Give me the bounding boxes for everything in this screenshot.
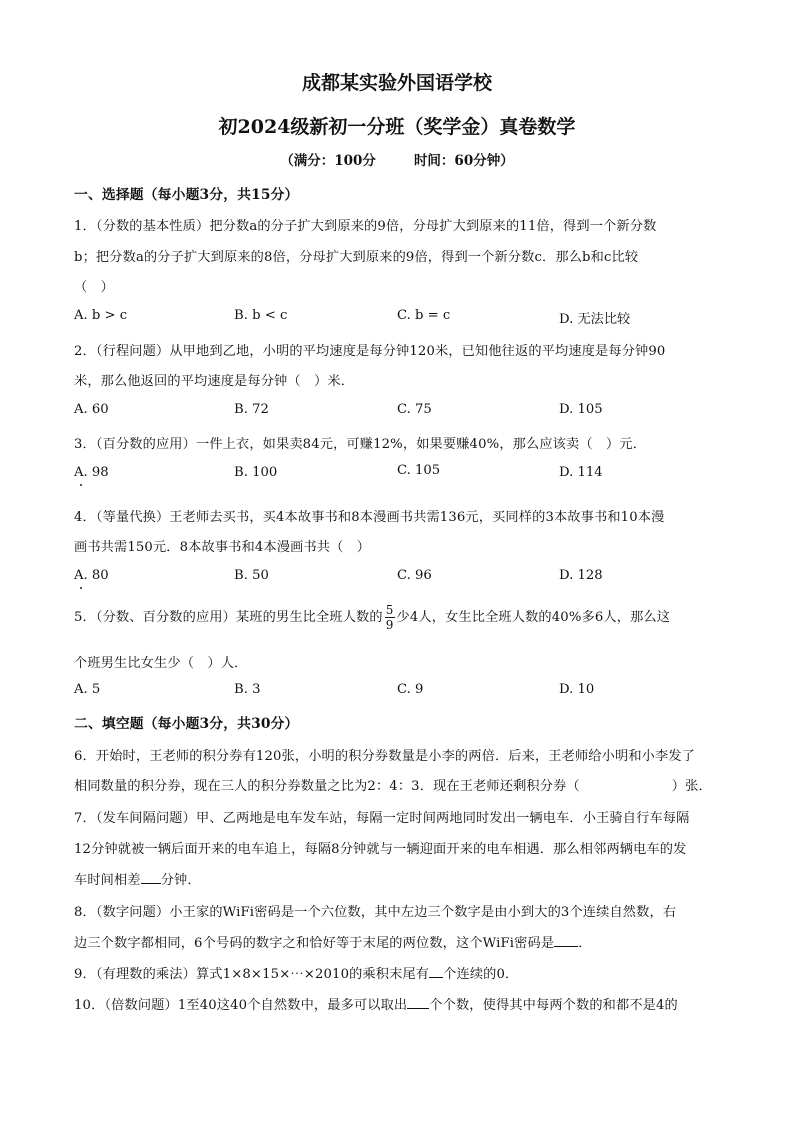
q2-option-c: C. 75	[397, 402, 432, 417]
q4-option-b: B. 50	[234, 568, 269, 583]
fraction-denominator: 9	[385, 618, 394, 632]
q1-line1: 1．（分数的基本性质）把分数a的分子扩大到原来的9倍，分母扩大到原来的11倍，得到一个新分数	[74, 219, 657, 234]
q7-line1: 7．（发车间隔问题）甲、乙两地是电车发车站，每隔一定时间两地同时发出一辆电车．小王骑自行车每隔	[74, 811, 690, 826]
q3-option-b: B. 100	[234, 465, 278, 480]
q3-line1: 3．（百分数的应用）一件上衣，如果卖84元，可赚12%，如果要赚40%，那么应该卖（ ）元．	[74, 437, 647, 452]
q5-text-part2: 少4人，女生比全班人数的40%多6人，那么这	[396, 610, 671, 625]
q9-text-end: 个连续的0．	[443, 967, 519, 982]
q2-line1: 2．（行程问题）从甲地到乙地，小明的平均速度是每分钟120米，已知他往返的平均速度是每分钟90	[74, 344, 666, 359]
fraction-numerator: 5	[385, 603, 394, 617]
q8-line2-end: ．	[578, 936, 592, 951]
q7-line3-text: 车时间相差	[74, 873, 141, 888]
q5-option-c: C. 9	[397, 682, 424, 697]
q3-option-c: C. 105	[397, 463, 441, 478]
q5-text-part1: 5．（分数、百分数的应用）某班的男生比全班人数的	[74, 610, 383, 625]
q3-option-d: D. 114	[559, 465, 603, 480]
q9-text: 9．（有理数的乘法）算式1×8×15×⋯×2010的乘积末尾有	[74, 967, 430, 982]
q2-option-b: B. 72	[234, 402, 269, 417]
q6-line1: 6．开始时，王老师的积分券有120张，小明的积分券数量是小李的两倍．后来，王老师给小明和小李发了	[74, 749, 696, 764]
q5-option-d: D. 10	[559, 682, 595, 697]
q1-option-c: C. b = c	[397, 308, 451, 323]
q1-option-d: D. 无法比较	[559, 312, 631, 327]
q10-text-end: 个个数，使得其中每两个数的和都不是4的	[429, 998, 678, 1013]
exam-info	[0, 149, 794, 169]
q10-text: 10．（倍数问题）1至40这40个自然数中，最多可以取出	[74, 998, 408, 1013]
q4-option-c: C. 96	[397, 568, 432, 583]
q1-line3: （ ）	[74, 280, 115, 295]
q8-line1: 8．（数字问题）小王家的WiFi密码是一个六位数，其中左边三个数字是由小到大的3个连续自然数，右	[74, 905, 677, 920]
exam-title: 初2024级新初一分班（奖学金）真卷数学	[218, 116, 576, 138]
q2-option-a: A. 60	[74, 402, 109, 417]
q5-line1	[74, 604, 670, 631]
q8-line2	[74, 932, 592, 951]
q1-line2: b；把分数a的分子扩大到原来的8倍，分母扩大到原来的9倍，得到一个新分数c．那么b和c比较	[74, 250, 639, 265]
q10-line1	[74, 994, 678, 1013]
time-info: 时间：60分钟）	[413, 153, 514, 169]
q7-line3	[74, 869, 201, 888]
q2-line2: 米，那么他返回的平均速度是每分钟（ ）米．	[74, 374, 355, 389]
q5-option-b: B. 3	[234, 682, 261, 697]
q9-answer-blank	[429, 965, 443, 978]
score-info: （满分：100分	[280, 153, 376, 169]
q10-answer-blank	[407, 996, 429, 1009]
q4-option-a: A. 80	[74, 568, 109, 583]
q3-option-a: A. 98	[74, 465, 109, 480]
q7-line3-end: 分钟．	[160, 873, 201, 888]
q4-option-d: D. 128	[559, 568, 603, 583]
q7-answer-blank	[141, 871, 161, 884]
q6-line2-text: 相同数量的积分券，现在三人的积分券数量之比为2：4：3．现在王老师还剩积分券（	[74, 779, 580, 794]
q4-line2: 画书共需150元．8本故事书和4本漫画书共（ ）	[74, 540, 371, 555]
q8-answer-blank	[554, 934, 578, 947]
q5-line2: 个班男生比女生少（ ）人．	[74, 656, 248, 671]
stray-dot	[80, 587, 82, 589]
section-heading-fill: 二、填空题（每小题3分，共30分）	[74, 716, 299, 732]
q2-option-d: D. 105	[559, 402, 603, 417]
stray-dot	[80, 484, 82, 486]
school-name: 成都某实验外国语学校	[301, 72, 492, 94]
q7-line2: 12分钟就被一辆后面开来的电车追上，每隔8分钟就与一辆迎面开来的电车相遇．那么相邻两辆电车的发	[74, 842, 687, 857]
q5-option-a: A. 5	[74, 682, 101, 697]
q1-option-b: B. b < c	[234, 308, 288, 323]
q8-line2-text: 边三个数字都相同，6个号码的数字之和恰好等于末尾的两位数，这个WiFi密码是	[74, 936, 555, 951]
fraction-five-ninths	[385, 604, 395, 631]
q6-line2	[74, 775, 712, 794]
q6-line2-end: ）张．	[671, 779, 712, 794]
q9-line1	[74, 963, 518, 982]
section-heading-choice: 一、选择题（每小题3分，共15分）	[74, 187, 299, 203]
q1-option-a: A. b > c	[74, 308, 128, 323]
q4-line1: 4．（等量代换）王老师去买书，买4本故事书和8本漫画书共需136元，买同样的3本故事书和10本漫	[74, 510, 665, 525]
